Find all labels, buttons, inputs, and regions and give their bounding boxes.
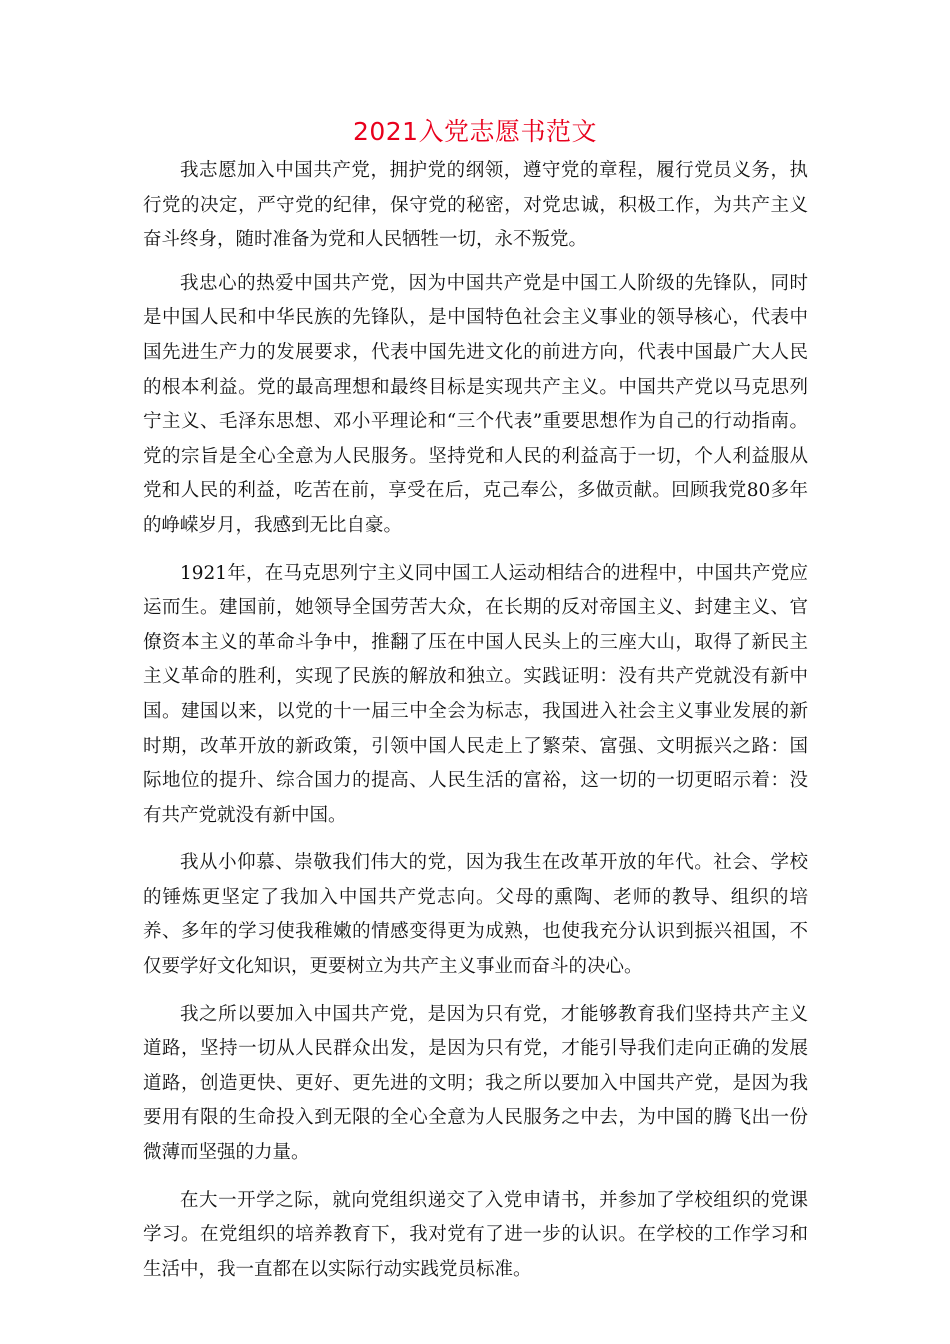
paragraph-2: 我忠心的热爱中国共产党，因为中国共产党是中国工人阶级的先锋队，同时是中国人民和中华民族的先锋队，是中国特色社会主义事业的领导核心，代表中国先进生产力的发展要求，代表中国先进文化的前进方向，代表中国最广大人民的根本利益。党的最高理想和最终目标是实现共产主义。中国共产党以马克思列宁主义、毛泽东思想、邓小平理论和“三个代表”重要思想作为自己的行动指南。党的宗旨是全心全意为人民服务。坚持党和人民的利益高于一切，个人利益服从党和人民的利益，吃苦在前，享受在后，克己奉公，多做贡献。回顾我党80多年的峥嵘岁月，我感到无比自豪。	[143, 272, 808, 536]
paragraph-5: 我之所以要加入中国共产党，是因为只有党，才能够教育我们坚持共产主义道路，坚持一切从人民群众出发，是因为只有党，才能引导我们走向正确的发展道路，创造更快、更好、更先进的文明；我之所以要加入中国共产党，是因为我要用有限的生命投入到无限的全心全意为人民服务之中去，为中国的腾飞出一份微薄而坚强的力量。	[143, 1003, 808, 1164]
document-title: 2021入党志愿书范文	[352, 117, 598, 146]
paragraph-4: 我从小仰慕、崇敬我们伟大的党，因为我生在改革开放的年代。社会、学校的锤炼更坚定了我加入中国共产党志向。父母的熏陶、老师的教导、组织的培养、多年的学习使我稚嫩的情感变得更为成熟，也使我充分认识到振兴祖国，不仅要学好文化知识，更要树立为共产主义事业而奋斗的决心。	[143, 852, 808, 978]
paragraph-3: 1921年，在马克思列宁主义同中国工人运动相结合的进程中，中国共产党应运而生。建国前，她领导全国劳苦大众，在长期的反对帝国主义、封建主义、官僚资本主义的革命斗争中，推翻了压在中国人民头上的三座大山，取得了新民主主义革命的胜利，实现了民族的解放和独立。实践证明：没有共产党就没有新中国。建国以来，以党的十一届三中全会为标志，我国进入社会主义事业发展的新时期，改革开放的新政策，引领中国人民走上了繁荣、富强、文明振兴之路：国际地位的提升、综合国力的提高、人民生活的富裕，这一切的一切更昭示着：没有共产党就没有新中国。	[143, 562, 808, 826]
paragraph-6: 在大一开学之际，就向党组织递交了入党申请书，并参加了学校组织的党课学习。在党组织的培养教育下，我对党有了进一步的认识。在学校的工作学习和生活中，我一直都在以实际行动实践党员标准。	[143, 1189, 808, 1280]
document-body	[143, 154, 808, 1300]
paragraph-1: 我志愿加入中国共产党，拥护党的纲领，遵守党的章程，履行党员义务，执行党的决定，严守党的纪律，保守党的秘密，对党忠诚，积极工作，为共产主义奋斗终身，随时准备为党和人民牺牲一切，永不叛党。	[143, 160, 808, 251]
